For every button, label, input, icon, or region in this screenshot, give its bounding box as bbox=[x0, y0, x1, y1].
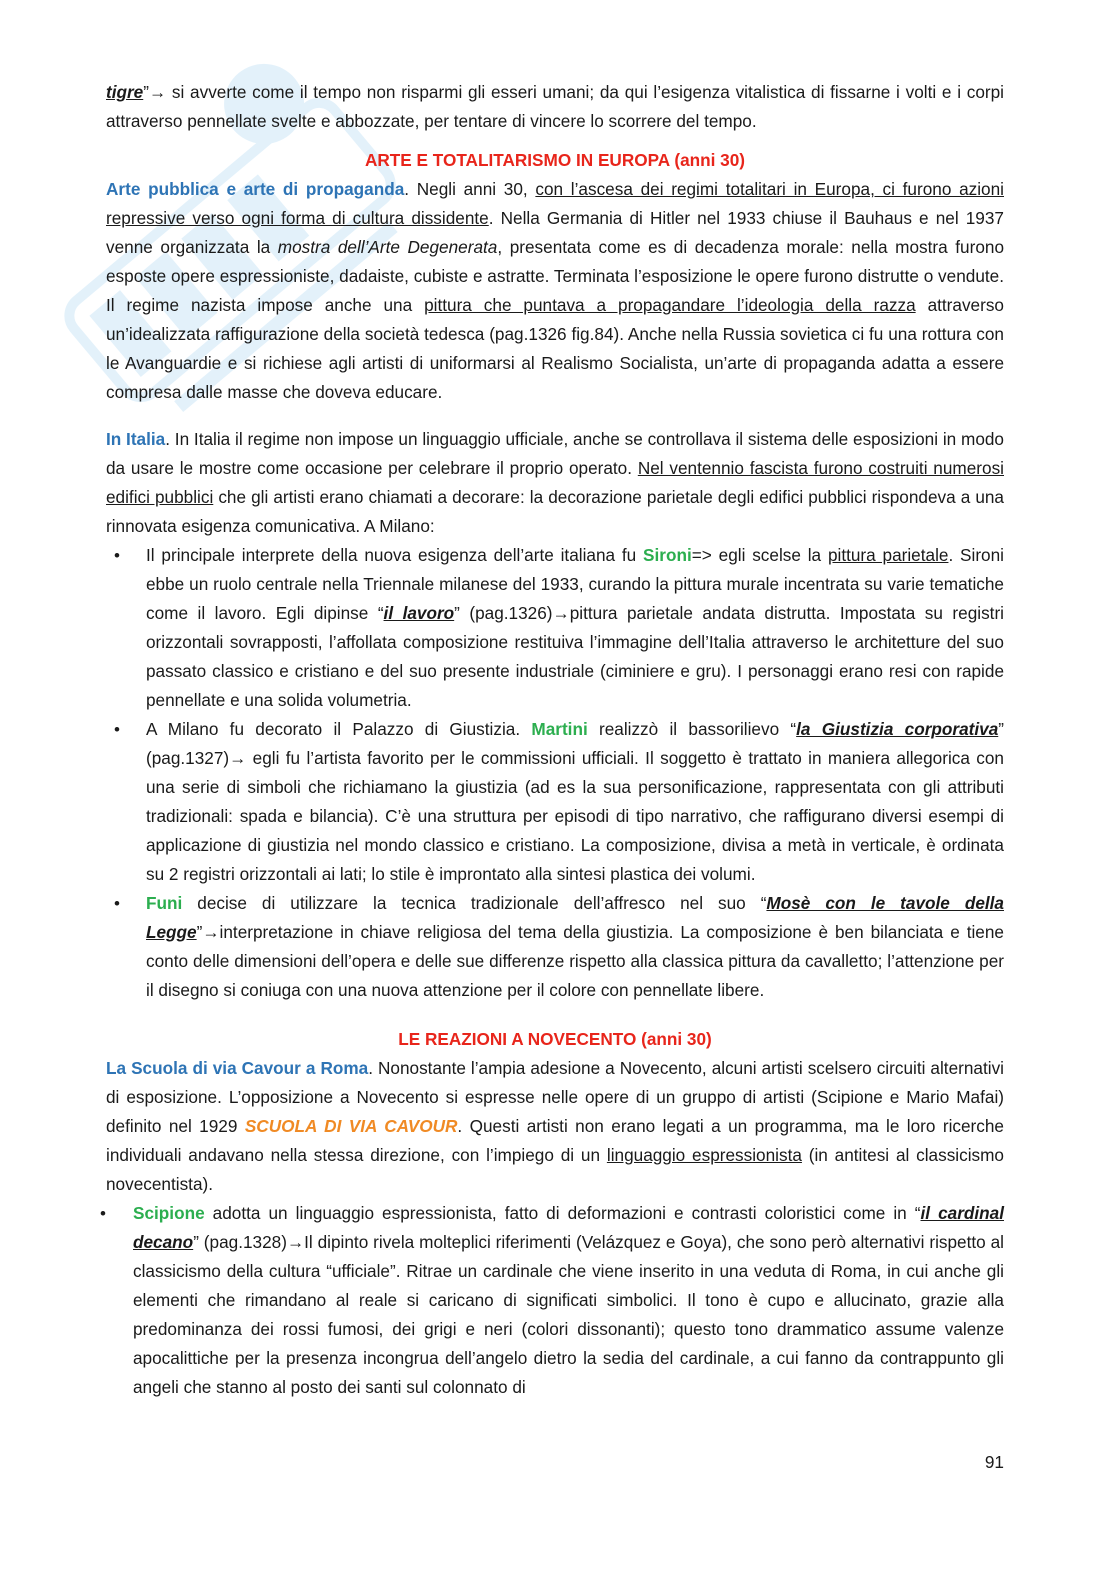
artist-list-milano bbox=[106, 541, 1004, 1005]
text: . Sironi ebbe un ruolo centrale nella Triennale milanese del 1933, curando la pittura murale incentrata su varie tematiche come il lavoro. Egli dipinse “ bbox=[146, 545, 1004, 623]
bullet-icon: • bbox=[100, 1204, 106, 1223]
bullet-icon: • bbox=[114, 546, 120, 565]
underlined-text: linguaggio espressionista bbox=[606, 1145, 802, 1165]
text: che gli artisti erano chiamati a decorare: la decorazione parietale degli edifici pubblici rispondeva a una rinnovata esigenza comunicativa. A Milano: bbox=[106, 487, 1004, 536]
underlined-text: pittura parietale bbox=[827, 545, 949, 565]
section-heading-totalitarismo: ARTE E TOTALITARISMO IN EUROPA (anni 30) bbox=[364, 150, 746, 170]
paragraph-label: In Italia bbox=[106, 429, 166, 449]
work-title: la Giustizia corporativa bbox=[796, 719, 999, 739]
text: A Milano fu decorato il Palazzo di Giustizia. bbox=[146, 719, 532, 739]
document-page bbox=[100, 78, 1005, 1402]
list-item-sironi bbox=[106, 541, 1004, 715]
artist-name: Sironi bbox=[643, 545, 692, 565]
intro-paragraph bbox=[106, 78, 1004, 136]
text: . Negli anni 30, bbox=[404, 179, 536, 199]
text: . Nella Germania di Hitler nel 1933 chiuse il Bauhaus e nel 1937 venne organizzata la bbox=[106, 208, 1004, 257]
text: . Questi artisti non erano legati a un programma, ma le loro ricerche individuali andavano nella stessa direzione, con l’impiego di un bbox=[106, 1116, 1004, 1165]
list-item-funi bbox=[106, 889, 1004, 1005]
page-number: 91 bbox=[984, 1452, 1004, 1472]
text: realizzò il bassorilievo “ bbox=[587, 719, 797, 739]
underlined-text: con l’ascesa dei regimi totalitari in Europa, ci furono azioni repressive verso ogni forma di cultura dissidente bbox=[106, 179, 1004, 228]
section-heading-novecento: LE REAZIONI A NOVECENTO (anni 30) bbox=[398, 1029, 712, 1049]
text: adotta un linguaggio espressionista, fatto di deformazioni e contrasti coloristici come in “ bbox=[204, 1203, 921, 1223]
text: ” (pag.1328)→Il dipinto rivela molteplici riferimenti (Velázquez e Goya), che sono però alternativi rispetto al classicismo della cultura “ufficiale”. Ritrae un cardinale che viene inserito in una veduta di Roma, in cui anche gli elementi che rimandano al reale si caricano di significati simbolici. Il tono è cupo e allucinato, grazie alla predominanza dei rossi fumosi, dei grigi e neri (colori dissonanti); questo tono drammatico assume valenze apocalittiche per la presenza incongrua dell’angelo dietro la sedia del cardinale, a cui fanno da contrappunto gli angeli che stanno al posto dei santi sul colonnato di bbox=[133, 1232, 1004, 1397]
text: ” (pag.1327)→ egli fu l’artista favorito per le commissioni ufficiali. Il soggetto è trattato in maniera allegorica con una serie di simboli che richiamano la giustizia (ad es la sua personificazione, rappresentata con gli attributi tradizionali: spada e bilancia). C’è una struttura per episodi di tipo narrativo, che raffigurano diversi esempi di applicazione di giustizia nel mondo classico e cristiano. La composizione, divisa a metà in verticale, è ordinata su 2 registri orizzontali ai lati; lo stile è improntato alla sintesi plastica dei volumi. bbox=[146, 719, 1004, 884]
bullet-icon: • bbox=[114, 720, 120, 739]
work-title: il lavoro bbox=[383, 603, 455, 623]
work-title: tigre bbox=[106, 82, 144, 102]
paragraph-scuola-via-cavour bbox=[106, 1054, 1004, 1199]
underlined-text: Nel ventennio fascista furono costruiti numerosi edifici pubblici bbox=[106, 458, 1004, 507]
underlined-text: pittura che puntava a propagandare l’ideologia della razza bbox=[424, 295, 916, 315]
text: Il principale interprete della nuova esigenza dell’arte italiana fu bbox=[146, 545, 644, 565]
text: , presentata come es di decadenza morale: nella mostra furono esposte opere espressioniste, dadaiste, cubiste e astratte. Terminata l’esposizione le opere furono distrutte o vendute. Il regime nazista impose anche una bbox=[106, 237, 1004, 315]
italic-text: mostra dell’Arte Degenerata bbox=[277, 237, 498, 257]
artist-name: Funi bbox=[146, 893, 183, 913]
text: ” (pag.1326)→pittura parietale andata distrutta. Impostata su registri orizzontali sovrapposti, l’affollata composizione restituiva l’immagine dell’Italia attraverso le architetture del suo passato classico e cristiano e del suo presente industriale (ciminiere e gru). I personaggi erano resi con rapide pennellate e una solida volumetria. bbox=[146, 603, 1005, 710]
paragraph-label: Arte pubblica e arte di propaganda bbox=[106, 179, 405, 199]
artist-name: Martini bbox=[531, 719, 588, 739]
bullet-icon: • bbox=[114, 894, 120, 913]
text: attraverso un’idealizzata raffigurazione della società tedesca (pag.1326 fig.84). Anche nella Russia sovietica ci fu una rottura con le Avanguardie e si richiese agli artisti di uniformarsi al Realismo Socialista, un’arte di propaganda adatta a essere compresa dalle masse che doveva educare. bbox=[106, 295, 1004, 402]
text: . In Italia il regime non impose un linguaggio ufficiale, anche se controllava il sistema delle esposizioni in modo da usare le mostre come occasione per celebrare il proprio operato. bbox=[106, 429, 1004, 478]
text: ”→interpretazione in chiave religiosa del tema della giustizia. La composizione è ben bilanciata e tiene conto delle dimensioni dell’opera e delle sue differenze rispetto alla classica pittura da cavalletto; l’attenzione per il disegno si coniuga con una nuova attenzione per il colore con pennellate libere. bbox=[146, 922, 1004, 1000]
work-title: il cardinal decano bbox=[133, 1203, 1004, 1252]
arrow-icon: → bbox=[148, 82, 167, 102]
text: (in antitesi al classicismo novecentista). bbox=[106, 1145, 1004, 1194]
artist-list-cavour bbox=[100, 1199, 1004, 1402]
text: . Nonostante l’ampia adesione a Novecento, alcuni artisti scelsero circuiti alternativi di esposizione. L’opposizione a Novecento si espresse nelle opere di un gruppo di artisti (Scipione e Mario Mafai) definito nel 1929 bbox=[106, 1058, 1004, 1136]
text: decise di utilizzare la tecnica tradizionale dell’affresco nel suo “ bbox=[182, 893, 767, 913]
paragraph-label: La Scuola di via Cavour a Roma bbox=[106, 1058, 369, 1078]
list-item-martini bbox=[106, 715, 1004, 889]
work-title: Mosè con le tavole della Legge bbox=[146, 893, 1004, 942]
text: => egli scelse la bbox=[691, 545, 828, 565]
school-name: SCUOLA DI VIA CAVOUR bbox=[244, 1116, 458, 1136]
quote-mark: ” bbox=[143, 82, 149, 102]
artist-name: Scipione bbox=[133, 1203, 205, 1223]
paragraph-propaganda bbox=[106, 175, 1004, 407]
list-item-scipione bbox=[100, 1199, 1004, 1402]
paragraph-italia bbox=[106, 425, 1004, 541]
paragraph-text: si avverte come il tempo non risparmi gli esseri umani; da qui l’esigenza vitalistica di fissarne i volti e i corpi attraverso pennellate svelte e abbozzate, per tentare di vincere lo scorrere del tempo. bbox=[106, 82, 1004, 131]
